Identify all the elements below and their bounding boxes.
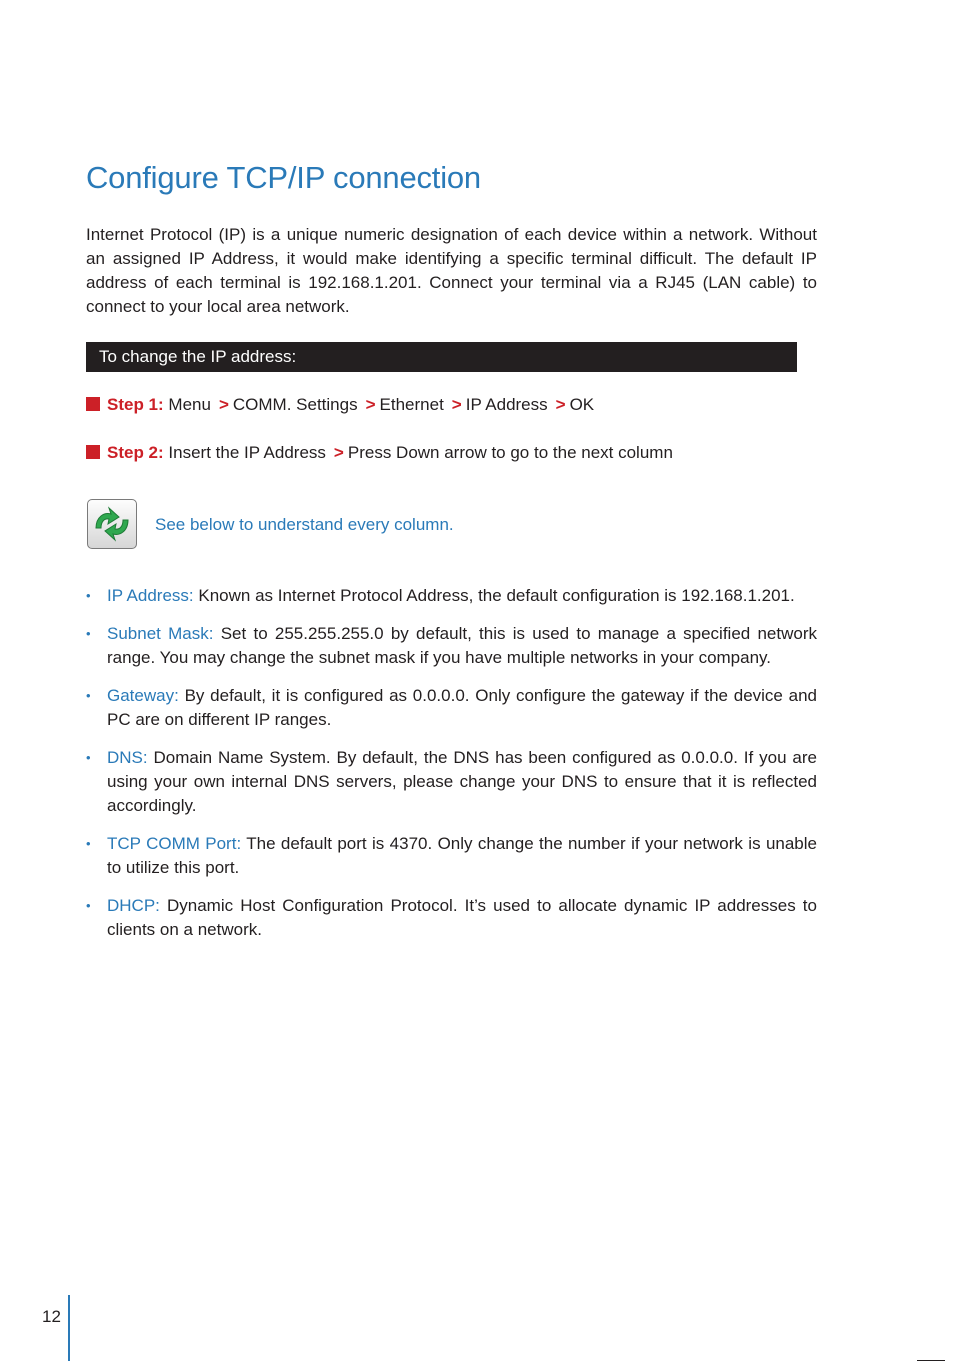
bullet-dot: • bbox=[86, 836, 91, 851]
term-ip-address: IP Address: bbox=[107, 586, 194, 605]
bullet-dot: • bbox=[86, 750, 91, 765]
step-separator: > bbox=[365, 395, 376, 414]
step-2 bbox=[86, 441, 673, 465]
step-separator: > bbox=[555, 395, 566, 414]
term-description: By default, it is configured as 0.0.0.0. Only configure the gateway if the device and PC are on different IP ranges. bbox=[107, 686, 817, 729]
section-bar: To change the IP address: bbox=[86, 342, 797, 372]
term-tcp-comm-port: TCP COMM Port: bbox=[107, 834, 242, 853]
step-part: Ethernet bbox=[379, 395, 444, 414]
term-dns: DNS: bbox=[107, 748, 148, 767]
corner-rule bbox=[917, 1360, 945, 1361]
step-part: Menu bbox=[168, 395, 211, 414]
term-description: The default port is 4370. Only change the number if your network is unable to utilize this port. bbox=[107, 834, 817, 877]
step-part: COMM. Settings bbox=[232, 395, 358, 414]
refresh-arrows-icon bbox=[87, 499, 137, 549]
step-1 bbox=[86, 393, 594, 417]
page-margin-line bbox=[68, 1295, 70, 1361]
step-label: Step 1: bbox=[107, 395, 164, 414]
step-separator: > bbox=[451, 395, 462, 414]
step-part: IP Address bbox=[465, 395, 548, 414]
term-dhcp: DHCP: bbox=[107, 896, 160, 915]
tip-text: See below to understand every column. bbox=[155, 515, 454, 534]
term-subnet-mask: Subnet Mask: bbox=[107, 624, 214, 643]
step-label: Step 2: bbox=[107, 443, 164, 462]
green-refresh-arrows-icon bbox=[88, 500, 136, 548]
bullet-dot: • bbox=[86, 588, 91, 603]
step-part: Insert the IP Address bbox=[168, 443, 326, 462]
list-item bbox=[86, 584, 817, 608]
intro-paragraph: Internet Protocol (IP) is a unique numeric designation of each device within a network. Without an assigned IP Address, it would make identifying a specific terminal difficult. The default IP address of each terminal is 192.168.1.201. Connect your terminal via a RJ45 (LAN cable) to connect to your local area network. bbox=[86, 225, 817, 316]
term-description: Domain Name System. By default, the DNS has been configured as 0.0.0.0. If you are using your own internal DNS servers, please change your DNS to ensure that it is reflected accordingly. bbox=[107, 748, 817, 815]
list-item bbox=[86, 684, 817, 732]
list-item bbox=[86, 832, 817, 880]
step-part: Press Down arrow to go to the next column bbox=[347, 443, 673, 462]
step-separator: > bbox=[333, 443, 344, 462]
bullet-dot: • bbox=[86, 626, 91, 641]
bullet-dot: • bbox=[86, 688, 91, 703]
term-description: Known as Internet Protocol Address, the default configuration is 192.168.1.201. bbox=[198, 586, 795, 605]
page-number: 12 bbox=[42, 1307, 61, 1326]
page-title: Configure TCP/IP connection bbox=[86, 160, 481, 195]
settings-list bbox=[86, 584, 817, 956]
red-square-bullet-icon bbox=[86, 397, 100, 411]
red-square-bullet-icon bbox=[86, 445, 100, 459]
list-item bbox=[86, 622, 817, 670]
step-part: OK bbox=[569, 395, 595, 414]
term-description: Set to 255.255.255.0 by default, this is used to manage a specified network range. You may change the subnet mask if you have multiple networks in your company. bbox=[107, 624, 817, 667]
list-item bbox=[86, 746, 817, 818]
term-gateway: Gateway: bbox=[107, 686, 179, 705]
list-item bbox=[86, 894, 817, 942]
bullet-dot: • bbox=[86, 898, 91, 913]
term-description: Dynamic Host Configuration Protocol. It’s used to allocate dynamic IP addresses to clients on a network. bbox=[107, 896, 817, 939]
step-separator: > bbox=[218, 395, 229, 414]
